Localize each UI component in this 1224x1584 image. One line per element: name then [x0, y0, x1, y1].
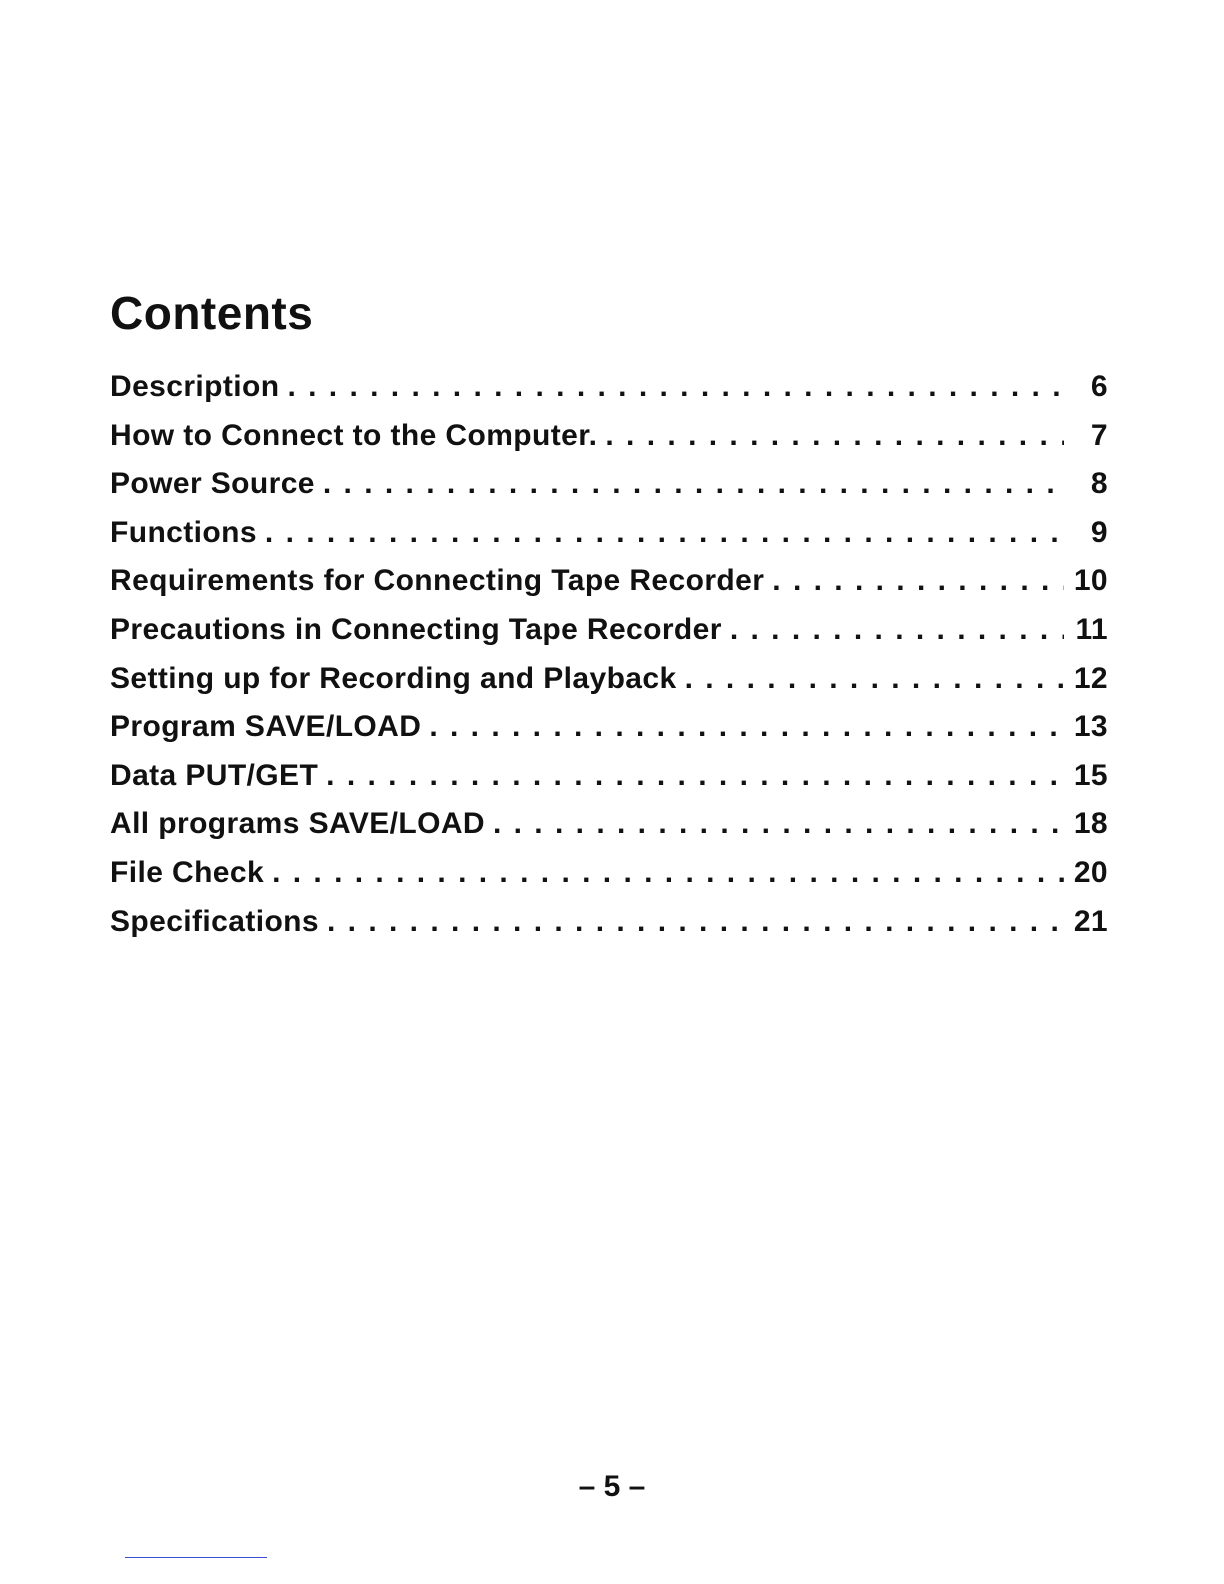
- contents-heading: Contents: [110, 287, 314, 339]
- toc-entry-specifications[interactable]: [110, 905, 1108, 954]
- toc-entry-title: Requirements for Connecting Tape Recorder: [110, 564, 765, 598]
- toc-entry-page: 7: [1090, 418, 1108, 452]
- toc-entry-title: Description: [110, 370, 280, 403]
- toc-entry-how-to-connect[interactable]: [110, 419, 1108, 468]
- toc-entry-functions[interactable]: [110, 516, 1108, 565]
- toc-entry-program-save-load[interactable]: [110, 710, 1108, 759]
- toc-entry-page: 10: [1073, 564, 1108, 598]
- toc-entry-page: 11: [1075, 612, 1108, 646]
- toc-entry-page: 15: [1073, 758, 1108, 792]
- toc-entry-power-source[interactable]: [110, 467, 1108, 516]
- toc-entry-requirements[interactable]: [110, 564, 1108, 613]
- dot-leader: [287, 370, 1064, 404]
- toc-entry-title: Program SAVE/LOAD: [110, 710, 422, 744]
- dot-leader: [772, 564, 1064, 598]
- dot-leader: [493, 807, 1064, 841]
- toc-entry-title: All programs SAVE/LOAD: [110, 807, 485, 841]
- footer-rule: [125, 1557, 267, 1558]
- toc-entry-page: 18: [1073, 807, 1108, 841]
- toc-entry-title: File Check: [110, 855, 265, 889]
- dot-leader: [605, 419, 1064, 453]
- dot-leader: [730, 613, 1064, 647]
- toc-entry-description[interactable]: [110, 370, 1108, 419]
- dot-leader: [685, 662, 1064, 696]
- toc-entry-title: Functions: [110, 515, 257, 549]
- toc-entry-page: 20: [1073, 855, 1108, 889]
- table-of-contents: [110, 370, 1108, 953]
- toc-entry-title: Data PUT/GET: [110, 758, 319, 792]
- toc-entry-precautions[interactable]: [110, 613, 1108, 662]
- toc-entry-title: Setting up for Recording and Playback: [110, 661, 677, 695]
- dot-leader: [327, 905, 1064, 939]
- dot-leader: [323, 467, 1064, 501]
- toc-entry-setting-up[interactable]: [110, 662, 1108, 711]
- dot-leader: [265, 516, 1064, 550]
- toc-entry-title: Power Source: [110, 467, 315, 501]
- dot-leader: [272, 856, 1064, 890]
- toc-entry-page: 13: [1073, 710, 1108, 744]
- toc-entry-file-check[interactable]: [110, 856, 1108, 905]
- toc-entry-page: 8: [1090, 467, 1108, 501]
- page-number: – 5 –: [578, 1470, 646, 1503]
- toc-entry-title: Specifications: [110, 904, 319, 938]
- dot-leader: [326, 759, 1064, 793]
- toc-entry-page: 9: [1090, 515, 1108, 549]
- toc-entry-all-programs[interactable]: [110, 807, 1108, 856]
- toc-entry-page: 6: [1090, 370, 1108, 403]
- toc-entry-data-put-get[interactable]: [110, 759, 1108, 808]
- toc-entry-title: Precautions in Connecting Tape Recorder: [110, 612, 722, 646]
- toc-entry-title: How to Connect to the Computer.: [110, 418, 598, 452]
- toc-entry-page: 21: [1073, 904, 1108, 938]
- dot-leader: [429, 710, 1064, 744]
- toc-entry-page: 12: [1073, 661, 1108, 695]
